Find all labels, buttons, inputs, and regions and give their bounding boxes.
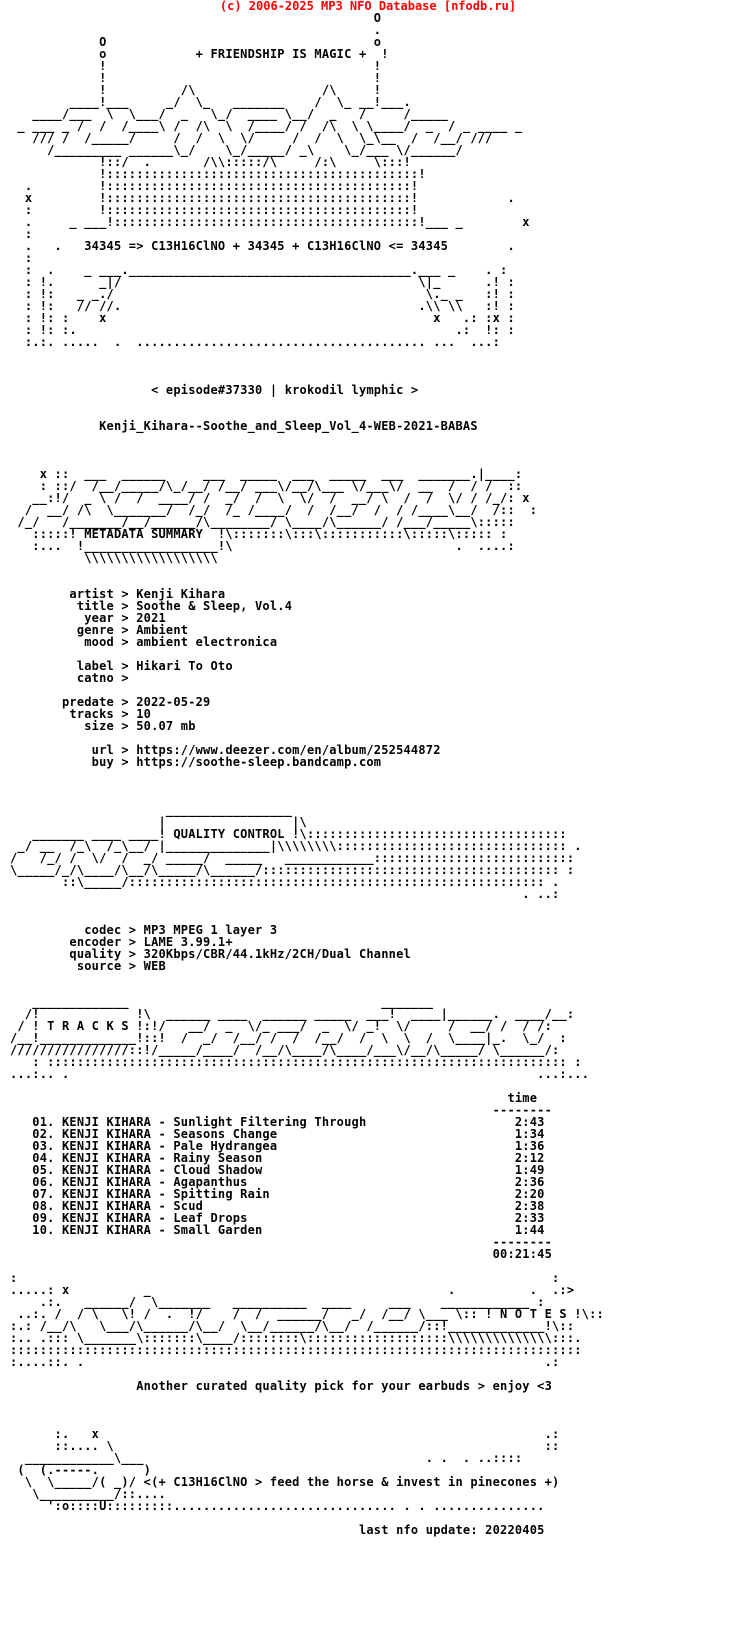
nfo-line: / /_/ / \/ / _/ _____/ _____ ____________::::::::::::::::::::::::::: (10, 851, 575, 865)
nfo-line: ::::::::::::::::::::::::::::::::::::::::::::::::::::::::::::::::::::::::::::: (10, 1343, 582, 1357)
nfo-line: : !: _ _./ \._ _ :! : (10, 287, 515, 301)
nfo-line (10, 1404, 730, 1416)
nfo-line: : : (10, 1271, 560, 1285)
nfo-line: / ! T R A C K S !:!/ __/ _ \/_ ___/ _ \/ _! \/ / __/ / / /: (10, 1019, 552, 1033)
nfo-line: . . 34345 => C13H16ClNO + 34345 + C13H16ClNO <= 34345 . (10, 239, 515, 253)
nfo-line: ! ! (10, 59, 382, 73)
nfo-line: title > Soothe & Sleep, Vol.4 (10, 599, 293, 613)
nfo-line: ( (.-----. ) (10, 1463, 152, 1477)
nfo-line: Kenji_Kihara--Soothe_and_Sleep_Vol_4-WEB-2021-BABAS (10, 419, 478, 433)
nfo-line: tracks > 10 (10, 707, 152, 721)
nfo-line: buy > https://soothe-sleep.bandcamp.com (10, 755, 382, 769)
nfo-line: !::/ . /\\:::::/\ /:\ \:::! (10, 155, 411, 169)
nfo-line: .:. ______/ \_______ __________ ____ ___ ____________ : (10, 1295, 545, 1309)
nfo-line: .....: x _ . . .:> (10, 1283, 575, 1297)
nfo-line: :. x .: (10, 1427, 560, 1441)
nfo-line: :.:. ..... . ....................................... ... ...: (10, 335, 501, 349)
nfo-line: : !:::::::::::::::::::::::::::::::::::::::::! (10, 203, 419, 217)
nfo-line (10, 972, 730, 984)
nfo-line: ..:. / / \ \! / . !/ / / ______/ _/ /__/ \___ \:: ! N O T E S !\:: (10, 1307, 604, 1321)
nfo-line: _____________ _______ (10, 995, 434, 1009)
nfo-line: _/ __ /_\ /_\__/ |______________|\\\\\\\\::::::::::::::::::::::::::::::: . (10, 839, 582, 853)
nfo-line: ...:.. . ...:... (10, 1067, 590, 1081)
nfo-line: codec > MP3 MPEG 1 layer 3 (10, 923, 278, 937)
nfo-line: artist > Kenji Kihara (10, 587, 226, 601)
nfo-line (10, 444, 730, 456)
nfo-line: size > 50.07 mb (10, 719, 196, 733)
nfo-line: :::::! METADATA SUMMARY !\:::::::\:::\:::::::::::\:::::\::::: : (10, 527, 508, 541)
nfo-line: \__________/::.... (10, 1487, 166, 1501)
nfo-line: predate > 2022-05-29 (10, 695, 211, 709)
nfo-line: 05. KENJI KIHARA - Cloud Shadow 1:49 (10, 1163, 545, 1177)
nfo-line: / __/ /\ \_______/ /_/ /_ /____/ / /__/ / / /____\__/ /:: : (10, 503, 538, 517)
nfo-line: : !: :. .: !: : (10, 323, 515, 337)
nfo-line: : !. _|/ \|_ .! : (10, 275, 515, 289)
nfo-line: : !: // //. .\\ \\ :! : (10, 299, 515, 313)
nfo-line: 00:21:45 (10, 1247, 552, 1261)
nfo-line: label > Hikari To Oto (10, 659, 233, 673)
nfo-line: /// / /_____/ / / \ \/ / / \ \_\__ / /__/ /// (10, 131, 493, 145)
nfo-line: year > 2021 (10, 611, 166, 625)
nfo-line (10, 768, 730, 780)
nfo-line: Another curated quality pick for your earbuds > enjoy <3 (10, 1379, 552, 1393)
nfo-line: 10. KENJI KIHARA - Small Garden 1:44 (10, 1223, 545, 1237)
nfo-line: . ..: (10, 887, 560, 901)
nfo-line: ! ! (10, 71, 382, 85)
nfo-line: | |\ (10, 815, 307, 829)
nfo-line: ////////////////::!/_____/____/ /__/\____/\____/___\/__/\_____/ \______/: (10, 1043, 560, 1057)
nfo-line: time (10, 1091, 538, 1105)
nfo-line: . (10, 23, 382, 37)
nfo-line: source > WEB (10, 959, 166, 973)
nfo-line: /_________ ______\_/ \_/_____/ _\ \_/___ \/______/ (10, 143, 463, 157)
nfo-line: O (10, 11, 382, 25)
nfo-line: \\\\\\\\\\\\\\\\\\ (10, 551, 218, 565)
nfo-line: x !:::::::::::::::::::::::::::::::::::::::::! . (10, 191, 515, 205)
nfo-line (10, 396, 730, 408)
nfo-line: o + FRIENDSHIP IS MAGIC + ! (10, 47, 389, 61)
nfo-line: : (10, 251, 33, 265)
nfo-line: genre > Ambient (10, 623, 189, 637)
nfo-line: /__!_____________!::! / _/ /__/ / / /__/ / \ \ / \____|_. \_/ : (10, 1031, 567, 1045)
nfo-line: ____________\___ . . . ..:::: (10, 1451, 523, 1465)
nfo-line (10, 780, 730, 792)
copyright-header: (c) 2006-2025 MP3 NFO Database [nfodb.ru] (219, 0, 517, 13)
nfo-line: O o (10, 35, 382, 49)
nfo-line: ____!___ _/ \_ _______ / \_ __!___. (10, 95, 411, 109)
nfo-line: url > https://www.deezer.com/en/album/252544872 (10, 743, 441, 757)
nfo-line: :.. .::: \_______\:::::::\____/::::::::\:::::::::::::::::::\\\\\\\\\\\\\\:::. (10, 1331, 582, 1345)
nfo-line: _ ___ _ / / /____\ / /\ \ /____/ / /\ \ \____/ _ / _ ____ _ (10, 119, 523, 133)
nfo-line: ! /\ /\ ! (10, 83, 382, 97)
nfo-line: : . _ ___.______________________________________.___ _ . : (10, 263, 508, 277)
nfo-line (10, 360, 730, 372)
nfo-line: mood > ambient electronica (10, 635, 278, 649)
nfo-line (10, 432, 730, 444)
nfo-line: _________________ (10, 803, 293, 817)
nfo-line: ____/___ \ \___/ _ \_/ ____ \__/ _ / /_____ (10, 107, 449, 121)
nfo-line: 04. KENJI KIHARA - Rainy Season 2:12 (10, 1151, 545, 1165)
nfo-line: catno > (10, 671, 129, 685)
nfo-line: 03. KENJI KIHARA - Pale Hydrangea 1:36 (10, 1139, 545, 1153)
nfo-line (10, 1392, 730, 1404)
nfo-line (10, 348, 730, 360)
nfo-line: 02. KENJI KIHARA - Seasons Change 1:34 (10, 1127, 545, 1141)
nfo-line (10, 564, 730, 576)
nfo-line: !::::::::::::::::::::::::::::::::::::::::::! (10, 167, 426, 181)
nfo-line: \_____/_/\____/\__/\_____/\______/:::::::::::::::::::::::::::::::::::::::: : (10, 863, 575, 877)
nfo-line: : ::/ /__/_____/\_/__/ /__/ ___\/__/\___ \/___\/ __ / / / :: (10, 479, 523, 493)
nfo-line: ::.... \ :: (10, 1439, 560, 1453)
nfo-line: ::\_____/:::::::::::::::::::::::::::::::::::::::::::::::::::::::: . (10, 875, 560, 889)
nfo-line: : (10, 227, 33, 241)
nfo-line: 01. KENJI KIHARA - Sunlight Filtering Through 2:43 (10, 1115, 545, 1129)
nfo-line: __:!/ _ \ / / ____/ / _/ / \ \/ / __/ \ / / \/ / /_/: x (10, 491, 530, 505)
nfo-line: quality > 320Kbps/CBR/44.1kHz/2CH/Dual Channel (10, 947, 411, 961)
nfo-line: 06. KENJI KIHARA - Agapanthus 2:36 (10, 1175, 545, 1189)
nfo-line: /_/ /_______/__/______/\________/ \____/\______/ /___/_____\::::: (10, 515, 515, 529)
nfo-line: x :: ___ ______ ___ _____ ___ _____ ___ _______.|____: (10, 467, 523, 481)
nfo-line: _______ ____ ____! QUALITY CONTROL !\::::::::::::::::::::::::::::::::::: (10, 827, 567, 841)
nfo-line: -------- (10, 1235, 552, 1249)
nfo-line: . _ ___!:::::::::::::::::::::::::::::::::::::::::!___ _ x (10, 215, 530, 229)
nfo-line: ':o::::U:::::::::.............................. . . ............... (10, 1499, 545, 1513)
nfo-line: encoder > LAME 3.99.1+ (10, 935, 233, 949)
nfo-line (10, 900, 730, 912)
nfo-line: 09. KENJI KIHARA - Leaf Drops 2:33 (10, 1211, 545, 1225)
nfo-line: . !:::::::::::::::::::::::::::::::::::::::::! (10, 179, 419, 193)
nfo-line: < episode#37330 | krokodil lymphic > (10, 383, 419, 397)
nfo-line: : !: : x x .: :x : (10, 311, 515, 325)
nfo-text-block (10, 0, 730, 1536)
nfo-line: 08. KENJI KIHARA - Scud 2:38 (10, 1199, 545, 1213)
nfo-line: last nfo update: 20220405 (10, 1523, 545, 1537)
nfo-line: 07. KENJI KIHARA - Spitting Rain 2:20 (10, 1187, 545, 1201)
nfo-line: /! !\ ______ ____ ______ _____ ___! ____|______. ____/__: (10, 1007, 575, 1021)
nfo-line: : :::::::::::::::::::::::::::::::::::::::::::::::::::::::::::::::::::::: : (10, 1055, 582, 1069)
nfo-line: -------- (10, 1103, 552, 1117)
nfo-line: :.: /__/\ \___/\______/\__/ \__/______/\__/ /______/::!_____________!\:: (10, 1319, 575, 1333)
nfo-line: :... !__________________!\ . ....: (10, 539, 515, 553)
nfo-line: :....::. . .: (10, 1355, 560, 1369)
nfo-line: \ \_____/( _)/ <(+ C13H16ClNO > feed the horse & invest in pinecones +) (10, 1475, 560, 1489)
